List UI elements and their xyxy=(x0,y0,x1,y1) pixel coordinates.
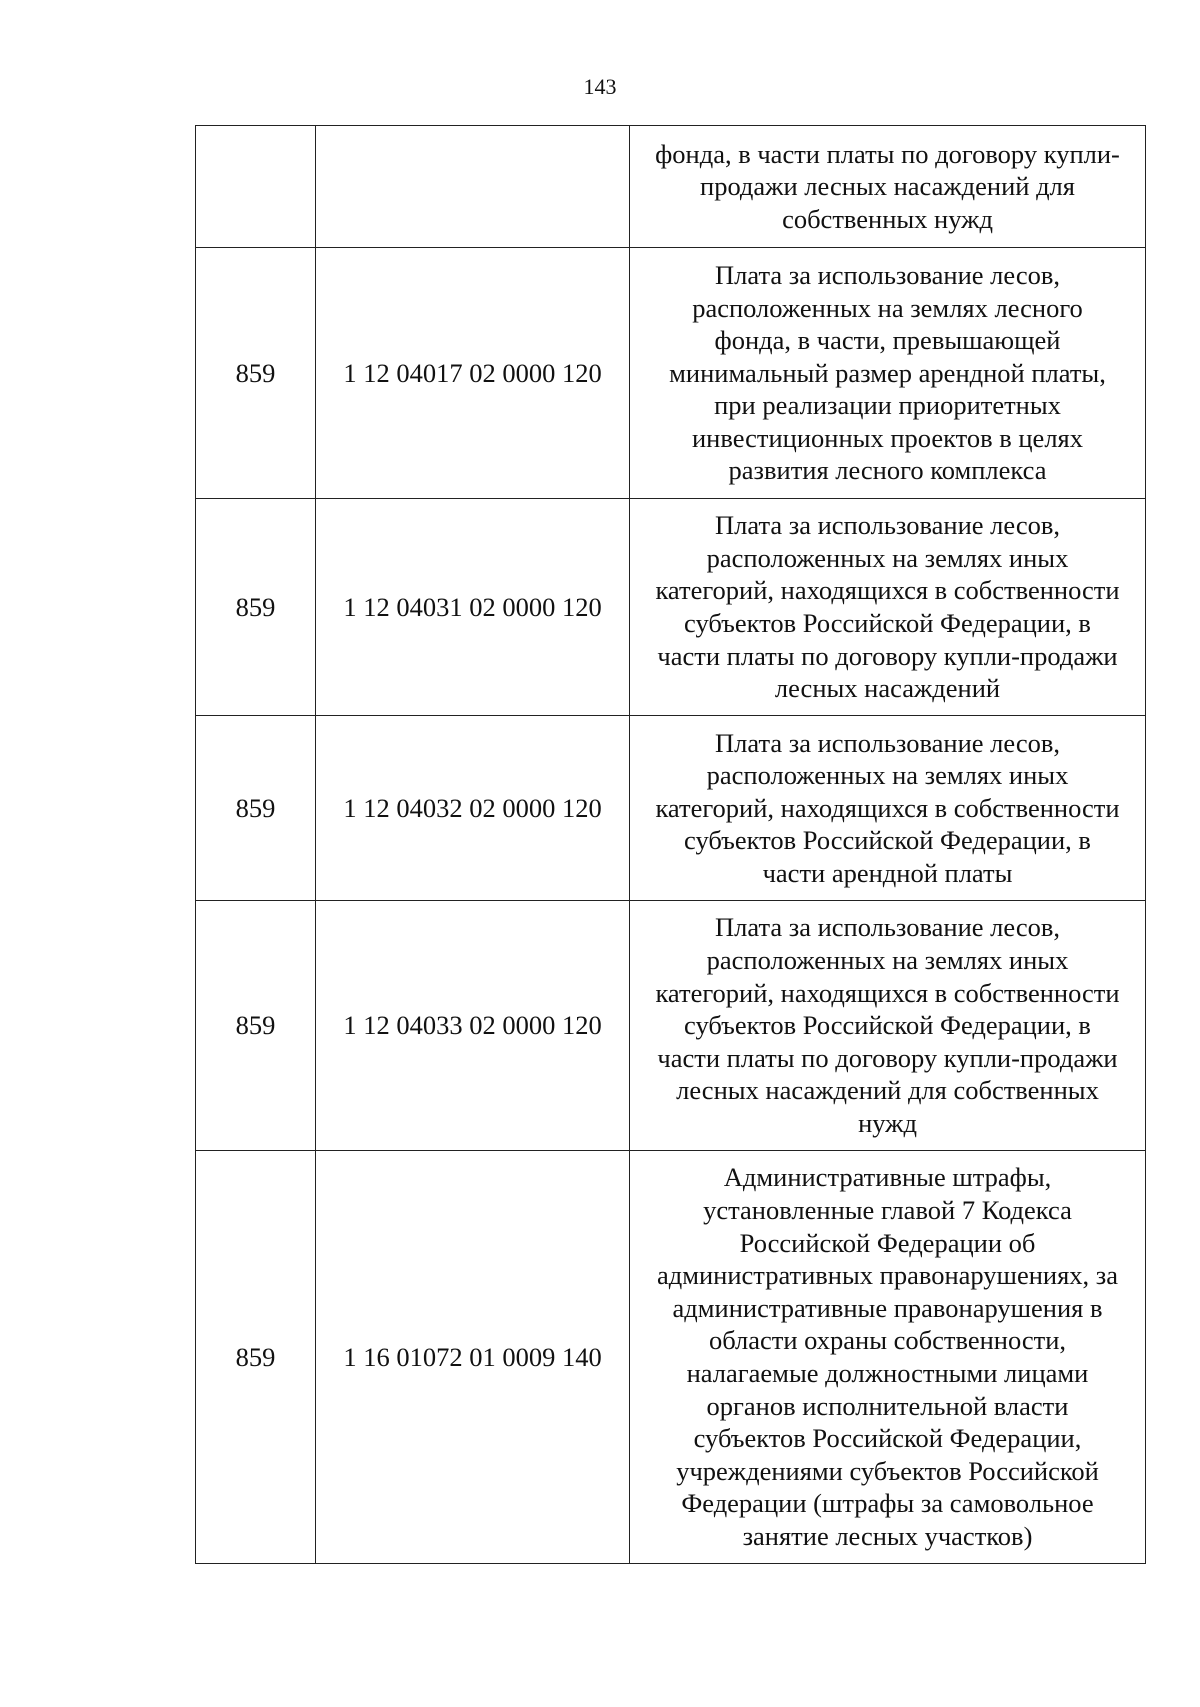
description-cell: Плата за использование лесов, расположенных на землях лесного фонда, в части, превышающей минимальный размер арендной платы, при реализации приоритетных инвестиционных проектов в целях развития лесного комплекса xyxy=(630,248,1146,499)
description-cell: Плата за использование лесов, расположенных на землях иных категорий, находящихся в собственности субъектов Российской Федерации, в части арендной платы xyxy=(630,716,1146,901)
table-row xyxy=(196,901,1146,1151)
description-cell: фонда, в части платы по договору купли- продажи лесных насаждений для собственных нужд xyxy=(630,126,1146,248)
table-row xyxy=(196,126,1146,248)
budget-code-cell: 1 16 01072 01 0009 140 xyxy=(316,1151,630,1564)
table-row xyxy=(196,248,1146,499)
admin-code-cell: 859 xyxy=(196,499,316,716)
admin-code-cell xyxy=(196,126,316,248)
description-cell: Административные штрафы, установленные главой 7 Кодекса Российской Федерации об административных правонарушениях, за административные правонарушения в области охраны собственности, налагаемые должностными лицами органов исполнительной власти субъектов Российской Федерации, учреждениями субъектов Российской Федерации (штрафы за самовольное занятие лесных участков) xyxy=(630,1151,1146,1564)
page-number: 143 xyxy=(583,74,617,99)
budget-code-cell: 1 12 04031 02 0000 120 xyxy=(316,499,630,716)
table-row xyxy=(196,1151,1146,1564)
admin-code-cell: 859 xyxy=(196,901,316,1151)
admin-code-cell: 859 xyxy=(196,1151,316,1564)
budget-code-cell xyxy=(316,126,630,248)
table-row xyxy=(196,716,1146,901)
budget-code-cell: 1 12 04033 02 0000 120 xyxy=(316,901,630,1151)
revenue-codes-table xyxy=(195,125,1146,1564)
description-cell: Плата за использование лесов, расположенных на землях иных категорий, находящихся в собственности субъектов Российской Федерации, в части платы по договору купли-продажи лесных насаждений для собственных нужд xyxy=(630,901,1146,1151)
budget-code-cell: 1 12 04032 02 0000 120 xyxy=(316,716,630,901)
admin-code-cell: 859 xyxy=(196,248,316,499)
admin-code-cell: 859 xyxy=(196,716,316,901)
budget-code-cell: 1 12 04017 02 0000 120 xyxy=(316,248,630,499)
description-cell: Плата за использование лесов, расположенных на землях иных категорий, находящихся в собственности субъектов Российской Федерации, в части платы по договору купли-продажи лесных насаждений xyxy=(630,499,1146,716)
table-row xyxy=(196,499,1146,716)
